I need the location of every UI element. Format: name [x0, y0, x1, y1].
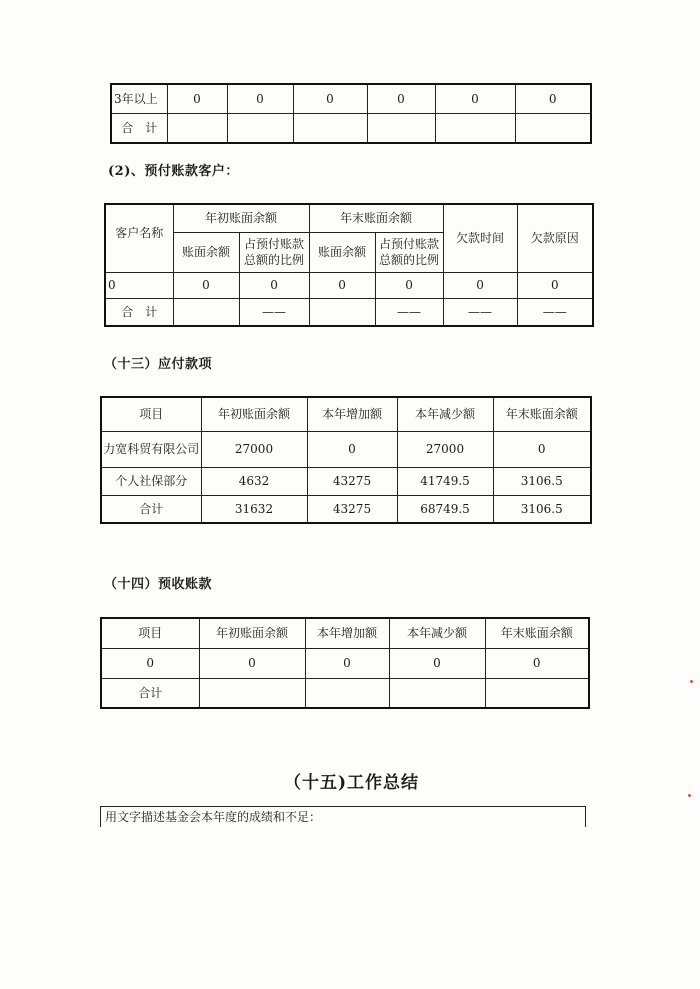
table-cell — [435, 113, 515, 143]
table-row — [105, 272, 593, 298]
table-cell — [305, 678, 389, 708]
table-row — [101, 648, 589, 678]
scan-mark — [690, 680, 693, 683]
table-cell: 0 — [305, 648, 389, 678]
table-cell — [199, 678, 305, 708]
table-cell: 0 — [493, 431, 591, 467]
ratio-header: 占预付账款总额的比例 — [239, 232, 309, 272]
table-cell — [293, 113, 367, 143]
begin-group-header: 年初账面余额 — [173, 204, 309, 232]
table-cell: 0 — [389, 648, 485, 678]
book-balance-header: 账面余额 — [173, 232, 239, 272]
table-cell: 0 — [167, 84, 227, 113]
table-cell: 0 — [375, 272, 443, 298]
table-cell — [309, 298, 375, 326]
table-cell: 31632 — [201, 495, 307, 523]
customer-header: 客户名称 — [105, 204, 173, 272]
column-header: 本年增加额 — [305, 618, 389, 648]
book-balance-header: 账面余额 — [309, 232, 375, 272]
table-cell: 0 — [101, 648, 199, 678]
table-row — [101, 467, 591, 495]
table-cell: 0 — [227, 84, 293, 113]
table-cell: 0 — [309, 272, 375, 298]
arrears-reason-header: 欠款原因 — [517, 204, 593, 272]
table-cell: 0 — [515, 84, 591, 113]
summary-prompt-box — [100, 806, 586, 827]
column-header: 年初账面余额 — [201, 397, 307, 431]
column-header: 本年减少额 — [389, 618, 485, 648]
column-header: 项目 — [101, 397, 201, 431]
table-cell: 3106.5 — [493, 495, 591, 523]
advance-heading: （十四）预收账款 — [104, 577, 213, 592]
receivable-aging-table — [110, 83, 592, 144]
table-cell: 0 — [485, 648, 589, 678]
advance-table — [100, 617, 590, 709]
table-row — [105, 298, 593, 326]
table-header-row — [101, 618, 589, 648]
column-header: 本年增加额 — [307, 397, 397, 431]
table-cell: 4632 — [201, 467, 307, 495]
end-group-header: 年末账面余额 — [309, 204, 443, 232]
total-label: 合 计 — [111, 113, 167, 143]
table-cell — [515, 113, 591, 143]
table-cell: 27000 — [201, 431, 307, 467]
table-cell: 0 — [517, 272, 593, 298]
table-cell — [389, 678, 485, 708]
column-header: 年初账面余额 — [199, 618, 305, 648]
table-cell: 0 — [239, 272, 309, 298]
total-label: 合 计 — [105, 298, 173, 326]
column-header: 本年减少额 — [397, 397, 493, 431]
table-cell: 0 — [367, 84, 435, 113]
payable-table — [100, 396, 592, 524]
table-cell — [173, 298, 239, 326]
table-cell: 41749.5 — [397, 467, 493, 495]
table-cell: 0 — [307, 431, 397, 467]
table-cell — [227, 113, 293, 143]
table-cell: —— — [375, 298, 443, 326]
column-header: 年末账面余额 — [485, 618, 589, 648]
table-cell: —— — [443, 298, 517, 326]
table-cell: 68749.5 — [397, 495, 493, 523]
arrears-time-header: 欠款时间 — [443, 204, 517, 272]
table-cell — [167, 113, 227, 143]
table-cell: 0 — [199, 648, 305, 678]
payable-heading: （十三）应付款项 — [104, 357, 213, 372]
row-label: 3年以上 — [111, 84, 167, 113]
table-cell: 个人社保部分 — [101, 467, 201, 495]
summary-heading: （十五)工作总结 — [284, 773, 420, 793]
ratio-header: 占预付账款总额的比例 — [375, 232, 443, 272]
table-cell: 43275 — [307, 495, 397, 523]
summary-prompt: 用文字描述基金会本年度的成绩和不足： — [105, 810, 322, 824]
table-cell: 力宽科贸有限公司 — [101, 431, 201, 467]
table-cell — [485, 678, 589, 708]
table-row — [101, 678, 589, 708]
prepaid-table — [104, 203, 594, 327]
table-cell: 0 — [443, 272, 517, 298]
table-cell: 3106.5 — [493, 467, 591, 495]
table-cell: 0 — [105, 272, 173, 298]
table-header-row — [105, 204, 593, 232]
table-cell: 0 — [435, 84, 515, 113]
total-label: 合计 — [101, 495, 201, 523]
table-row — [101, 495, 591, 523]
table-cell: 27000 — [397, 431, 493, 467]
table-row — [111, 113, 591, 143]
table-header-row — [101, 397, 591, 431]
table-cell: 43275 — [307, 467, 397, 495]
table-row — [101, 431, 591, 467]
scan-mark — [688, 794, 691, 797]
table-cell: —— — [517, 298, 593, 326]
column-header: 项目 — [101, 618, 199, 648]
column-header: 年末账面余额 — [493, 397, 591, 431]
table-cell — [367, 113, 435, 143]
table-cell: 0 — [173, 272, 239, 298]
prepaid-heading: (2)、预付账款客户： — [108, 164, 239, 179]
table-cell: 0 — [293, 84, 367, 113]
total-label: 合计 — [101, 678, 199, 708]
table-cell: —— — [239, 298, 309, 326]
table-row — [111, 84, 591, 113]
